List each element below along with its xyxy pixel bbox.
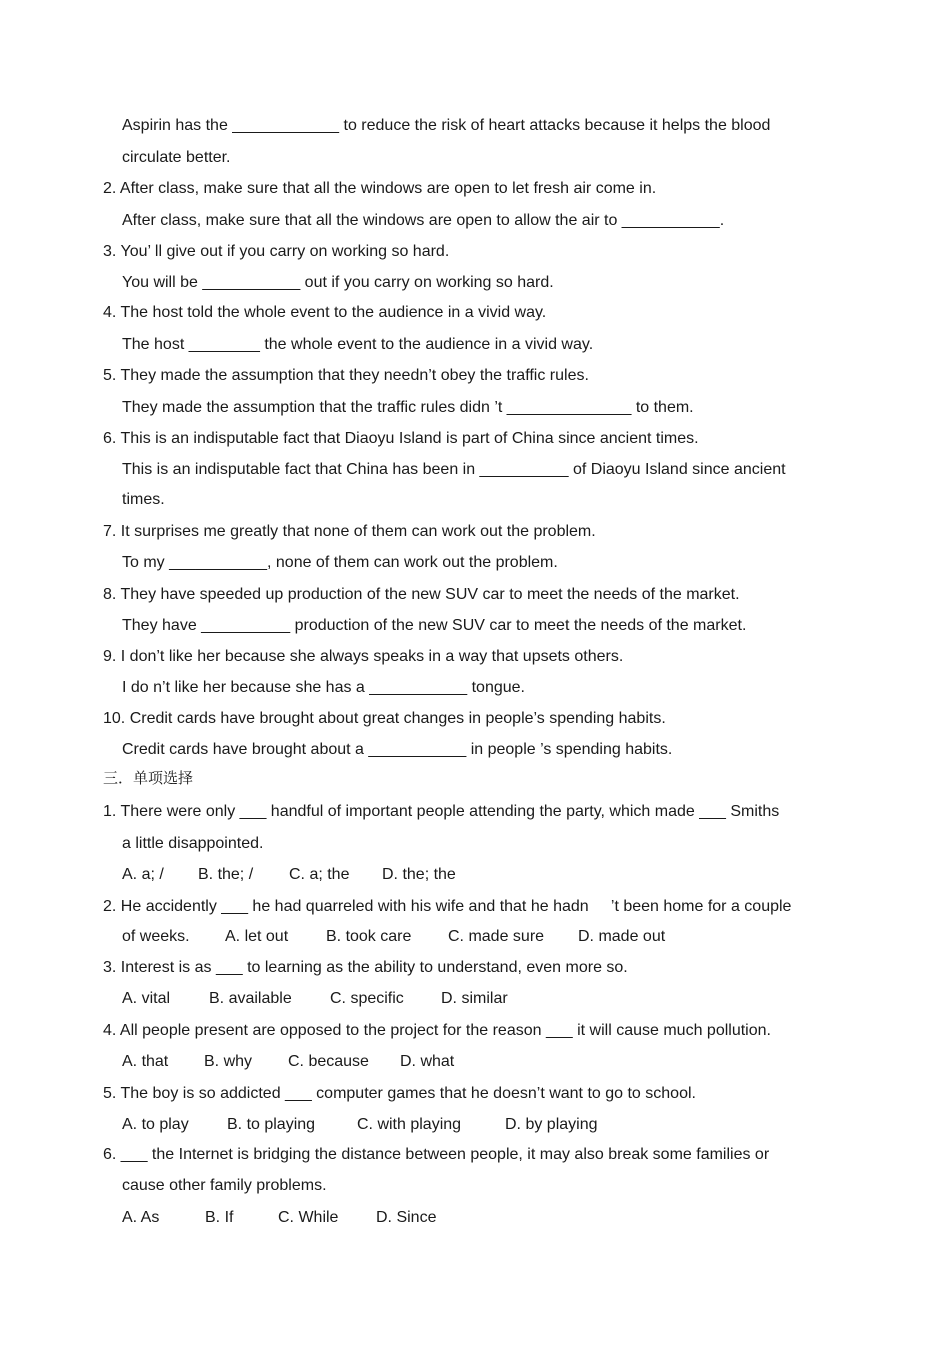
mc6-option-b: B. If xyxy=(205,1209,234,1226)
q5-rewrite: They made the assumption that the traffic rules didn ’t ______________ to them. xyxy=(122,399,694,416)
mc6-option-a: A. As xyxy=(122,1209,160,1226)
mc2-stem: 2. He accidently ___ he had quarreled with his wife and that he hadn ’t been home for a couple xyxy=(103,898,792,915)
q1-rewrite-cont: circulate better. xyxy=(122,149,231,166)
q3-rewrite: You will be ___________ out if you carry on working so hard. xyxy=(122,274,554,291)
mc3-stem: 3. Interest is as ___ to learning as the ability to understand, even more so. xyxy=(103,959,628,976)
section-heading: 三．单项选择 xyxy=(103,769,194,787)
mc6-option-d: D. Since xyxy=(376,1209,437,1226)
mc4-option-d: D. what xyxy=(400,1053,455,1070)
mc2-option-c: C. made sure xyxy=(448,928,545,945)
mc1-stem-cont: a little disappointed. xyxy=(122,835,264,852)
mc4-option-c: C. because xyxy=(288,1053,369,1070)
mc1-option-c: C. a; the xyxy=(289,866,350,883)
mc3-option-a: A. vital xyxy=(122,990,171,1007)
mc5-option-b: B. to playing xyxy=(227,1116,316,1133)
q5-original: 5. They made the assumption that they needn’t obey the traffic rules. xyxy=(103,367,589,384)
mc6-stem-cont: cause other family problems. xyxy=(122,1177,327,1194)
mc4-option-b: B. why xyxy=(204,1053,253,1070)
mc6-option-c: C. While xyxy=(278,1209,339,1226)
q9-rewrite: I do n’t like her because she has a ___________ tongue. xyxy=(122,679,525,696)
q2-rewrite: After class, make sure that all the windows are open to allow the air to ___________. xyxy=(122,212,725,229)
mc1-stem: 1. There were only ___ handful of important people attending the party, which made ___ Smiths xyxy=(103,803,780,820)
mc2-stem-cont: of weeks. xyxy=(122,928,190,945)
mc5-option-d: D. by playing xyxy=(505,1116,598,1133)
mc2-option-b: B. took care xyxy=(326,928,412,945)
mc2-option-a: A. let out xyxy=(225,928,289,945)
mc1-option-d: D. the; the xyxy=(382,866,456,883)
mc3-option-d: D. similar xyxy=(441,990,508,1007)
q6-rewrite: This is an indisputable fact that China has been in __________ of Diaoyu Island since ancient xyxy=(122,461,786,478)
q9-original: 9. I don’t like her because she always speaks in a way that upsets others. xyxy=(103,648,624,665)
q8-original: 8. They have speeded up production of the new SUV car to meet the needs of the market. xyxy=(103,586,740,603)
mc4-stem: 4. All people present are opposed to the project for the reason ___ it will cause much pollution. xyxy=(103,1022,771,1039)
q8-rewrite: They have __________ production of the new SUV car to meet the needs of the market. xyxy=(122,617,747,634)
mc3-option-b: B. available xyxy=(209,990,292,1007)
q7-original: 7. It surprises me greatly that none of them can work out the problem. xyxy=(103,523,596,540)
mc3-option-c: C. specific xyxy=(330,990,404,1007)
q4-original: 4. The host told the whole event to the audience in a vivid way. xyxy=(103,304,547,321)
q3-original: 3. You’ ll give out if you carry on working so hard. xyxy=(103,243,450,260)
q1-rewrite: Aspirin has the ____________ to reduce the risk of heart attacks because it helps the blood xyxy=(122,117,771,134)
q10-original: 10. Credit cards have brought about great changes in people’s spending habits. xyxy=(103,710,666,727)
q6-rewrite-cont: times. xyxy=(122,491,165,508)
mc1-option-b: B. the; / xyxy=(198,866,254,883)
mc5-stem: 5. The boy is so addicted ___ computer games that he doesn’t want to go to school. xyxy=(103,1085,696,1102)
q7-rewrite: To my ___________, none of them can work out the problem. xyxy=(122,554,558,571)
mc2-option-d: D. made out xyxy=(578,928,666,945)
q6-original: 6. This is an indisputable fact that Diaoyu Island is part of China since ancient times. xyxy=(103,430,699,447)
mc1-option-a: A. a; / xyxy=(122,866,164,883)
q4-rewrite: The host ________ the whole event to the audience in a vivid way. xyxy=(122,336,594,353)
mc6-stem: 6. ___ the Internet is bridging the distance between people, it may also break some families or xyxy=(103,1146,770,1163)
q2-original: 2. After class, make sure that all the windows are open to let fresh air come in. xyxy=(103,180,657,197)
mc5-option-c: C. with playing xyxy=(357,1116,462,1133)
mc5-option-a: A. to play xyxy=(122,1116,189,1133)
q10-rewrite: Credit cards have brought about a ___________ in people ’s spending habits. xyxy=(122,741,673,758)
mc4-option-a: A. that xyxy=(122,1053,169,1070)
